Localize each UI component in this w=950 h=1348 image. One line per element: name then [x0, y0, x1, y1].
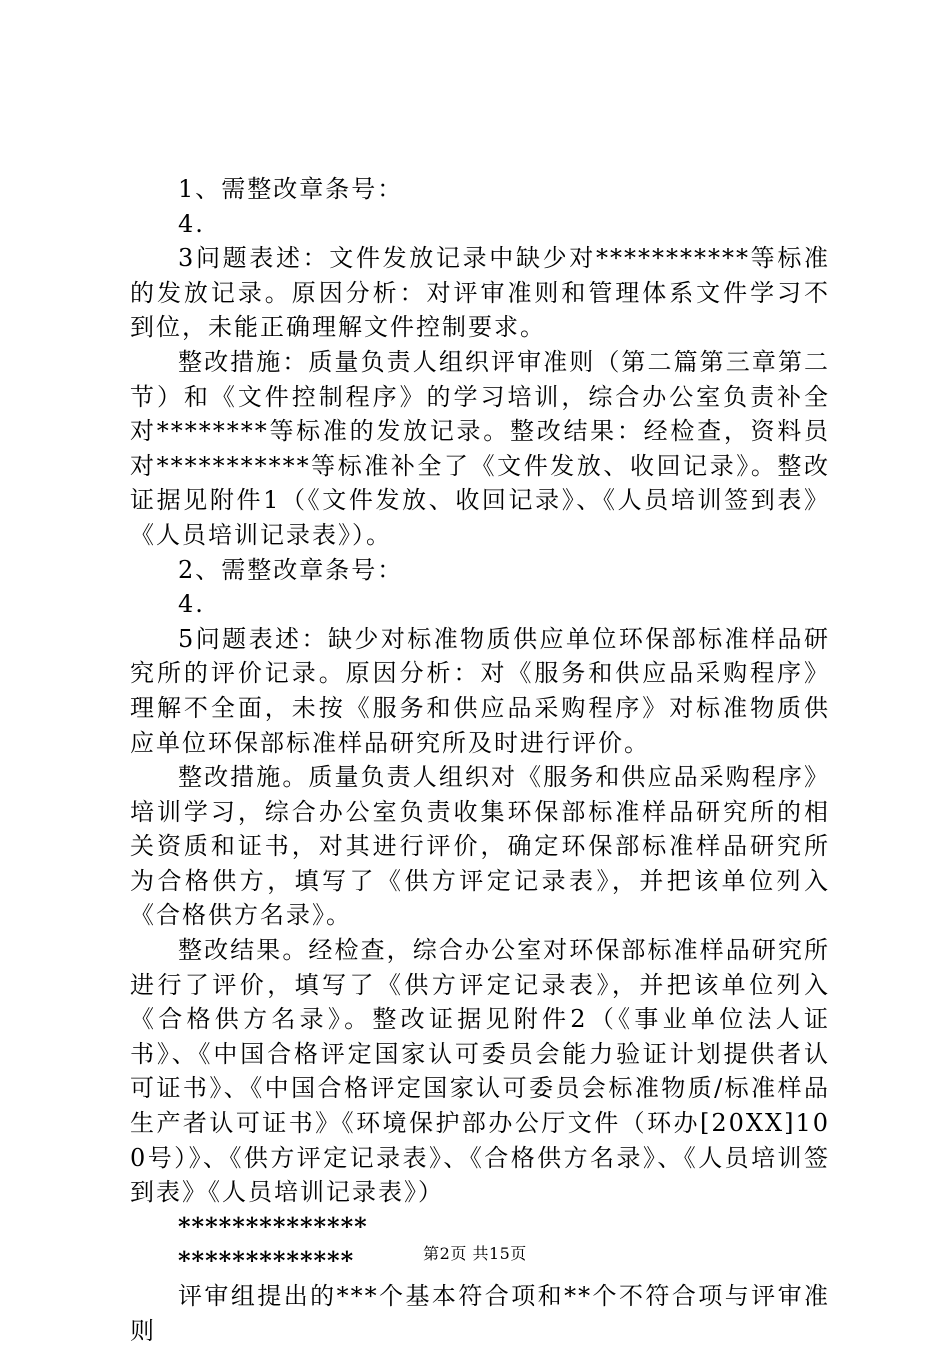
paragraph-issue-2: 5问题表述：缺少对标准物质供应单位环保部标准样品研究所的评价记录。原因分析：对《服务和供应品采购程序》理解不全面，未按《服务和供应品采购程序》对标准物质供应单位环保部标准样品研究所及时进行评价。: [130, 624, 830, 757]
paragraph-measures-2: 整改措施。质量负责人组织对《服务和供应品采购程序》培训学习，综合办公室负责收集环保部标准样品研究所的相关资质和证书，对其进行评价，确定环保部标准样品研究所为合格供方，填写了《供方评定记录表》，并把该单位列入《合格供方名录》。: [130, 763, 830, 930]
redacted-line-2: *************: [178, 1246, 355, 1276]
paragraph-clause-2: 2、需整改章条号：: [178, 555, 404, 584]
paragraph-result-2: 整改结果。经检查，综合办公室对环保部标准样品研究所进行了评价，填写了《供方评定记录表》，并把该单位列入《合格供方名录》。整改证据见附件2（《事业单位法人证书》、《中国合格评定国家认可委员会能力验证计划提供者认可证书》、《中国合格评定国家认可委员会标准物质/标准样品生产者认可证书》《环境保护部办公厅文件（环办[20XX]100号）》、《供方评定记录表》、《合格供方名录》、《人员培训签到表》《人员培训记录表》）: [130, 936, 830, 1207]
document-body: [130, 172, 830, 1348]
paragraph-clause-number-2: 4.: [178, 590, 205, 619]
paragraph-clause-1: 1、需整改章条号：: [178, 175, 404, 203]
paragraph-clause-number-1: 4.: [178, 209, 205, 238]
paragraph-issue-1: 3问题表述：文件发放记录中缺少对***********等标准的发放记录。原因分析：对评审准则和管理体系文件学习不到位，未能正确理解文件控制要求。: [130, 244, 830, 342]
redacted-line-1: **************: [178, 1211, 368, 1241]
page-footer: 第2页 共15页: [423, 1244, 527, 1263]
paragraph-summary: 评审组提出的***个基本符合项和**个不符合项与评审准则: [130, 1282, 830, 1345]
paragraph-measures-1: 整改措施：质量负责人组织评审准则（第二篇第三章第二节）和《文件控制程序》的学习培训，综合办公室负责补全对********等标准的发放记录。整改结果：经检查，资料员对***********等标准补全了《文件发放、收回记录》。整改证据见附件1（《文件发放、收回记录》、《人员培训签到表》《人员培训记录表》）。: [130, 347, 830, 549]
